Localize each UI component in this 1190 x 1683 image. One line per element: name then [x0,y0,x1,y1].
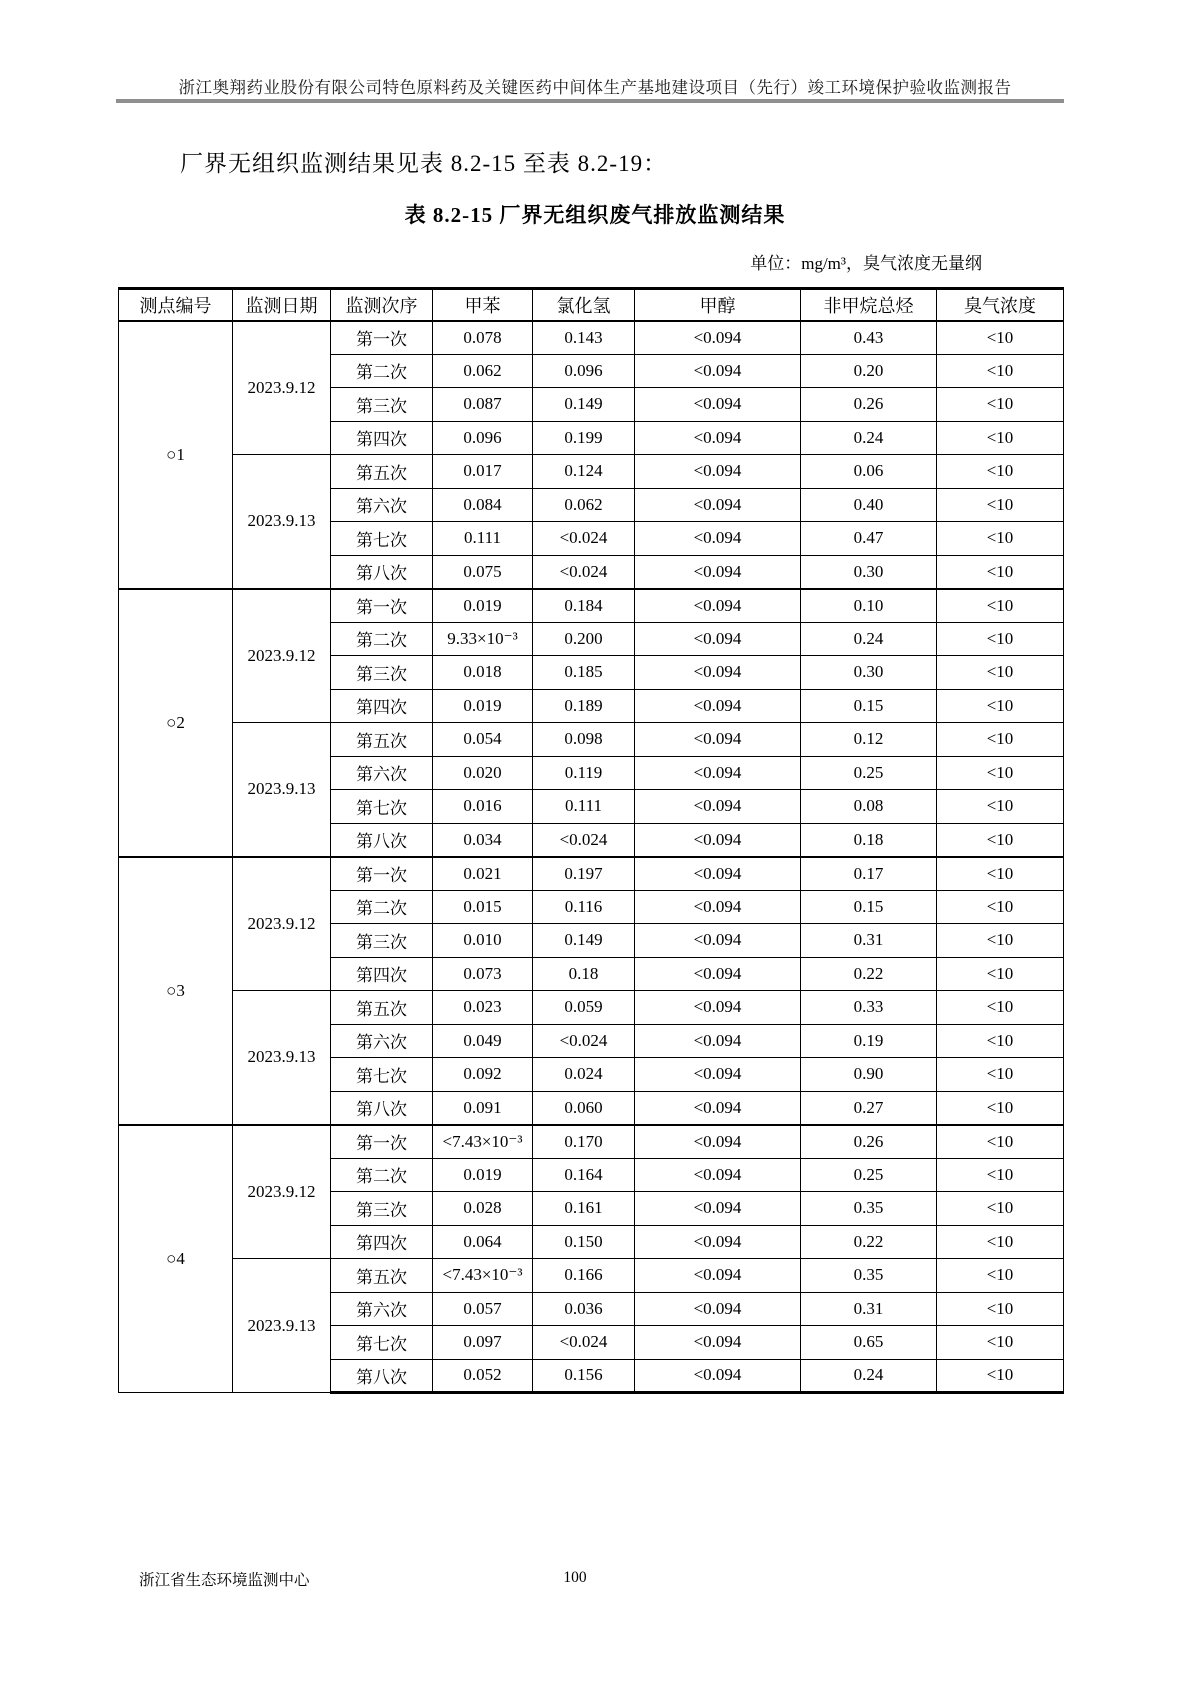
methanol-value-cell: <0.094 [635,924,801,958]
nmhc-value-cell: 0.24 [801,1359,937,1393]
sequence-cell: 第七次 [331,1058,433,1092]
odor-value-cell: <10 [937,756,1064,790]
sequence-cell: 第八次 [331,1359,433,1393]
methanol-value-cell: <0.094 [635,857,801,891]
table-row [119,723,1064,757]
toluene-value-cell: 0.087 [433,388,533,422]
nmhc-value-cell: 0.40 [801,488,937,522]
table-row [119,991,1064,1025]
monitor-date-cell: 2023.9.13 [233,723,331,857]
sequence-cell: 第三次 [331,924,433,958]
nmhc-value-cell: 0.12 [801,723,937,757]
methanol-value-cell: <0.094 [635,1091,801,1125]
odor-value-cell: <10 [937,1091,1064,1125]
hcl-value-cell: 0.096 [533,354,635,388]
monitoring-table-body [119,321,1064,1393]
odor-value-cell: <10 [937,723,1064,757]
odor-value-cell: <10 [937,857,1064,891]
monitoring-table-container [118,287,1063,1394]
methanol-value-cell: <0.094 [635,723,801,757]
nmhc-value-cell: 0.18 [801,823,937,857]
hcl-value-cell: 0.199 [533,421,635,455]
odor-value-cell: <10 [937,622,1064,656]
toluene-value-cell: 0.018 [433,656,533,690]
hcl-value-cell: 0.170 [533,1125,635,1159]
sequence-cell: 第三次 [331,656,433,690]
sequence-cell: 第七次 [331,1326,433,1360]
sequence-cell: 第八次 [331,555,433,589]
toluene-value-cell: 0.052 [433,1359,533,1393]
sequence-cell: 第三次 [331,388,433,422]
nmhc-value-cell: 0.65 [801,1326,937,1360]
odor-value-cell: <10 [937,1292,1064,1326]
odor-value-cell: <10 [937,1259,1064,1293]
nmhc-value-cell: 0.35 [801,1192,937,1226]
sequence-cell: 第七次 [331,790,433,824]
hcl-value-cell: 0.143 [533,321,635,355]
hcl-value-cell: <0.024 [533,1326,635,1360]
toluene-value-cell: 0.049 [433,1024,533,1058]
nmhc-value-cell: 0.15 [801,689,937,723]
toluene-value-cell: 9.33×10⁻³ [433,622,533,656]
hcl-value-cell: 0.150 [533,1225,635,1259]
hcl-value-cell: <0.024 [533,522,635,556]
hcl-value-cell: 0.164 [533,1158,635,1192]
column-header-toluene: 甲苯 [433,289,533,321]
odor-value-cell: <10 [937,555,1064,589]
toluene-value-cell: 0.019 [433,1158,533,1192]
nmhc-value-cell: 0.17 [801,857,937,891]
monitoring-table [118,287,1064,1394]
sequence-cell: 第二次 [331,622,433,656]
monitor-date-cell: 2023.9.12 [233,321,331,455]
sequence-cell: 第七次 [331,522,433,556]
toluene-value-cell: 0.064 [433,1225,533,1259]
sequence-cell: 第八次 [331,823,433,857]
sequence-cell: 第六次 [331,488,433,522]
toluene-value-cell: 0.091 [433,1091,533,1125]
methanol-value-cell: <0.094 [635,1292,801,1326]
methanol-value-cell: <0.094 [635,1058,801,1092]
odor-value-cell: <10 [937,1326,1064,1360]
methanol-value-cell: <0.094 [635,1024,801,1058]
hcl-value-cell: 0.111 [533,790,635,824]
toluene-value-cell: 0.019 [433,589,533,623]
methanol-value-cell: <0.094 [635,421,801,455]
methanol-value-cell: <0.094 [635,790,801,824]
odor-value-cell: <10 [937,1359,1064,1393]
hcl-value-cell: <0.024 [533,1024,635,1058]
table-row [119,857,1064,891]
point-id-cell: ○4 [119,1125,233,1393]
methanol-value-cell: <0.094 [635,1125,801,1159]
monitor-date-cell: 2023.9.12 [233,589,331,723]
toluene-value-cell: 0.096 [433,421,533,455]
sequence-cell: 第二次 [331,890,433,924]
sequence-cell: 第一次 [331,589,433,623]
toluene-value-cell: 0.054 [433,723,533,757]
hcl-value-cell: 0.189 [533,689,635,723]
sequence-cell: 第四次 [331,957,433,991]
nmhc-value-cell: 0.22 [801,1225,937,1259]
hcl-value-cell: 0.156 [533,1359,635,1393]
intro-paragraph: 厂界无组织监测结果见表 8.2-15 至表 8.2-19： [180,151,668,176]
hcl-value-cell: 0.197 [533,857,635,891]
column-header-sequence: 监测次序 [331,289,433,321]
odor-value-cell: <10 [937,823,1064,857]
sequence-cell: 第一次 [331,1125,433,1159]
methanol-value-cell: <0.094 [635,1326,801,1360]
methanol-value-cell: <0.094 [635,1359,801,1393]
unit-note: 单位：mg/m³，臭气浓度无量纲 [750,254,982,273]
nmhc-value-cell: 0.26 [801,388,937,422]
nmhc-value-cell: 0.24 [801,622,937,656]
hcl-value-cell: 0.184 [533,589,635,623]
header-divider [116,99,1064,103]
methanol-value-cell: <0.094 [635,555,801,589]
hcl-value-cell: 0.059 [533,991,635,1025]
sequence-cell: 第四次 [331,1225,433,1259]
nmhc-value-cell: 0.47 [801,522,937,556]
nmhc-value-cell: 0.30 [801,656,937,690]
hcl-value-cell: 0.18 [533,957,635,991]
toluene-value-cell: 0.017 [433,455,533,489]
hcl-value-cell: 0.060 [533,1091,635,1125]
odor-value-cell: <10 [937,522,1064,556]
toluene-value-cell: 0.028 [433,1192,533,1226]
odor-value-cell: <10 [937,488,1064,522]
point-id-cell: ○3 [119,857,233,1125]
hcl-value-cell: 0.062 [533,488,635,522]
odor-value-cell: <10 [937,455,1064,489]
toluene-value-cell: 0.019 [433,689,533,723]
hcl-value-cell: 0.200 [533,622,635,656]
sequence-cell: 第八次 [331,1091,433,1125]
sequence-cell: 第四次 [331,689,433,723]
odor-value-cell: <10 [937,656,1064,690]
monitor-date-cell: 2023.9.12 [233,1125,331,1259]
sequence-cell: 第二次 [331,1158,433,1192]
toluene-value-cell: 0.111 [433,522,533,556]
nmhc-value-cell: 0.25 [801,756,937,790]
column-header-nmhc: 非甲烷总烃 [801,289,937,321]
nmhc-value-cell: 0.08 [801,790,937,824]
hcl-value-cell: <0.024 [533,555,635,589]
toluene-value-cell: 0.057 [433,1292,533,1326]
table-title: 表 8.2-15 厂界无组织废气排放监测结果 [404,203,786,227]
methanol-value-cell: <0.094 [635,823,801,857]
odor-value-cell: <10 [937,890,1064,924]
nmhc-value-cell: 0.33 [801,991,937,1025]
odor-value-cell: <10 [937,957,1064,991]
table-row [119,1125,1064,1159]
odor-value-cell: <10 [937,388,1064,422]
methanol-value-cell: <0.094 [635,388,801,422]
nmhc-value-cell: 0.10 [801,589,937,623]
methanol-value-cell: <0.094 [635,1225,801,1259]
nmhc-value-cell: 0.90 [801,1058,937,1092]
methanol-value-cell: <0.094 [635,1192,801,1226]
column-header-odor: 臭气浓度 [937,289,1064,321]
sequence-cell: 第四次 [331,421,433,455]
odor-value-cell: <10 [937,1192,1064,1226]
hcl-value-cell: 0.036 [533,1292,635,1326]
nmhc-value-cell: 0.30 [801,555,937,589]
hcl-value-cell: 0.124 [533,455,635,489]
methanol-value-cell: <0.094 [635,488,801,522]
toluene-value-cell: 0.062 [433,354,533,388]
odor-value-cell: <10 [937,1058,1064,1092]
methanol-value-cell: <0.094 [635,354,801,388]
odor-value-cell: <10 [937,1125,1064,1159]
odor-value-cell: <10 [937,321,1064,355]
footer-organization: 浙江省生态环境监测中心 [139,1572,310,1589]
methanol-value-cell: <0.094 [635,321,801,355]
hcl-value-cell: 0.119 [533,756,635,790]
column-header-methanol: 甲醇 [635,289,801,321]
odor-value-cell: <10 [937,354,1064,388]
toluene-value-cell: 0.084 [433,488,533,522]
toluene-value-cell: 0.023 [433,991,533,1025]
toluene-value-cell: 0.015 [433,890,533,924]
monitor-date-cell: 2023.9.12 [233,857,331,991]
toluene-value-cell: 0.010 [433,924,533,958]
toluene-value-cell: 0.075 [433,555,533,589]
odor-value-cell: <10 [937,1158,1064,1192]
point-id-cell: ○1 [119,321,233,589]
hcl-value-cell: 0.024 [533,1058,635,1092]
nmhc-value-cell: 0.22 [801,957,937,991]
sequence-cell: 第五次 [331,1259,433,1293]
methanol-value-cell: <0.094 [635,689,801,723]
nmhc-value-cell: 0.25 [801,1158,937,1192]
odor-value-cell: <10 [937,1225,1064,1259]
nmhc-value-cell: 0.19 [801,1024,937,1058]
column-header-date: 监测日期 [233,289,331,321]
toluene-value-cell: 0.097 [433,1326,533,1360]
nmhc-value-cell: 0.15 [801,890,937,924]
column-header-point: 测点编号 [119,289,233,321]
hcl-value-cell: 0.098 [533,723,635,757]
sequence-cell: 第二次 [331,354,433,388]
toluene-value-cell: 0.034 [433,823,533,857]
sequence-cell: 第一次 [331,321,433,355]
hcl-value-cell: 0.166 [533,1259,635,1293]
sequence-cell: 第五次 [331,455,433,489]
document-header-title: 浙江奥翔药业股份有限公司特色原料药及关键医药中间体生产基地建设项目（先行）竣工环境保护验收监测报告 [178,78,1012,97]
table-row [119,455,1064,489]
table-row [119,589,1064,623]
hcl-value-cell: 0.149 [533,388,635,422]
methanol-value-cell: <0.094 [635,1158,801,1192]
monitor-date-cell: 2023.9.13 [233,991,331,1125]
methanol-value-cell: <0.094 [635,522,801,556]
odor-value-cell: <10 [937,991,1064,1025]
hcl-value-cell: 0.116 [533,890,635,924]
sequence-cell: 第一次 [331,857,433,891]
nmhc-value-cell: 0.06 [801,455,937,489]
methanol-value-cell: <0.094 [635,589,801,623]
sequence-cell: 第五次 [331,991,433,1025]
sequence-cell: 第六次 [331,1292,433,1326]
nmhc-value-cell: 0.35 [801,1259,937,1293]
toluene-value-cell: 0.016 [433,790,533,824]
table-row [119,1259,1064,1293]
point-id-cell: ○2 [119,589,233,857]
hcl-value-cell: 0.161 [533,1192,635,1226]
methanol-value-cell: <0.094 [635,991,801,1025]
methanol-value-cell: <0.094 [635,656,801,690]
toluene-value-cell: <7.43×10⁻³ [433,1125,533,1159]
sequence-cell: 第六次 [331,756,433,790]
nmhc-value-cell: 0.20 [801,354,937,388]
odor-value-cell: <10 [937,924,1064,958]
table-row [119,321,1064,355]
sequence-cell: 第三次 [331,1192,433,1226]
table-header-row [119,289,1064,321]
toluene-value-cell: 0.078 [433,321,533,355]
nmhc-value-cell: 0.27 [801,1091,937,1125]
odor-value-cell: <10 [937,689,1064,723]
odor-value-cell: <10 [937,589,1064,623]
sequence-cell: 第五次 [331,723,433,757]
hcl-value-cell: 0.149 [533,924,635,958]
monitor-date-cell: 2023.9.13 [233,455,331,589]
methanol-value-cell: <0.094 [635,890,801,924]
methanol-value-cell: <0.094 [635,1259,801,1293]
odor-value-cell: <10 [937,421,1064,455]
column-header-hydrogen-chloride: 氯化氢 [533,289,635,321]
page-number: 100 [563,1569,587,1586]
nmhc-value-cell: 0.31 [801,924,937,958]
toluene-value-cell: 0.021 [433,857,533,891]
sequence-cell: 第六次 [331,1024,433,1058]
toluene-value-cell: 0.020 [433,756,533,790]
nmhc-value-cell: 0.24 [801,421,937,455]
methanol-value-cell: <0.094 [635,756,801,790]
odor-value-cell: <10 [937,790,1064,824]
hcl-value-cell: <0.024 [533,823,635,857]
toluene-value-cell: 0.073 [433,957,533,991]
nmhc-value-cell: 0.31 [801,1292,937,1326]
methanol-value-cell: <0.094 [635,455,801,489]
toluene-value-cell: 0.092 [433,1058,533,1092]
nmhc-value-cell: 0.26 [801,1125,937,1159]
methanol-value-cell: <0.094 [635,622,801,656]
nmhc-value-cell: 0.43 [801,321,937,355]
toluene-value-cell: <7.43×10⁻³ [433,1259,533,1293]
odor-value-cell: <10 [937,1024,1064,1058]
hcl-value-cell: 0.185 [533,656,635,690]
monitor-date-cell: 2023.9.13 [233,1259,331,1393]
methanol-value-cell: <0.094 [635,957,801,991]
